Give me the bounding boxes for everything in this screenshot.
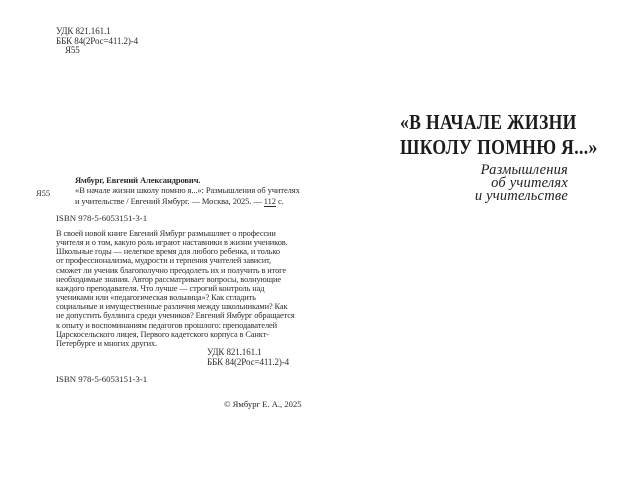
book-title	[400, 110, 635, 160]
udk-line: УДК 821.161.1	[207, 347, 262, 357]
annotation-line: к опыту и воспоминаниям педагогов прошлого: преподавателей	[56, 320, 277, 330]
annotation-line: Петербурге и многих других.	[56, 338, 158, 348]
book-subtitle	[475, 164, 568, 204]
isbn-top: ISBN 978-5-6053151-3-1	[56, 213, 148, 223]
subtitle-line-3: и учительстве	[474, 188, 568, 205]
udk-top-block	[56, 27, 138, 56]
annotation-line: сможет ли ученик благополучно преодолеть их и получить в итоге	[56, 265, 286, 275]
copyright-line: © Ямбург Е. А., 2025	[224, 399, 302, 409]
author-heading: Ямбург, Евгений Александрович.	[75, 175, 201, 185]
imprint-line-2-suffix: с.	[275, 195, 284, 206]
subtitle-line-1: Размышления	[480, 162, 568, 178]
annotation	[56, 229, 295, 348]
imprint-line-2-prefix: и учительстве / Евгений Ямбург. — Москва, 2025. —	[75, 195, 264, 206]
imprint-line-1: «В начале жизни школу помню я...»: Размышления об учителях	[75, 185, 300, 196]
annotation-line: В своей новой книге Евгений Ямбург размышляет о профессии	[56, 229, 276, 238]
annotation-line: Царскосельского лицея, Первого кадетского корпуса в Санкт-	[56, 329, 269, 339]
margin-author-sign: Я55	[36, 187, 51, 198]
isbn-bottom: ISBN 978-5-6053151-3-1	[56, 374, 148, 384]
title-line-1: «В НАЧАЛЕ ЖИЗНИ	[400, 110, 577, 134]
annotation-line: учениками или «педагогическая вольница»? Как сгладить	[56, 293, 256, 303]
author-sign-line: Я55	[65, 45, 80, 56]
annotation-line: учителя и о том, какую роль играют наставники в жизни учеников.	[56, 238, 288, 248]
annotation-line: от профессионализма, мудрости и терпения учителей зависит,	[56, 256, 271, 266]
title-line-2: ШКОЛУ ПОМНЮ Я...»	[400, 135, 598, 159]
bbk-line: ББК 84(2Рос=411.2)-4	[56, 35, 139, 46]
annotation-line: не допустить буллинга среди учеников? Евгений Ямбург обращается	[56, 311, 295, 321]
catalog-card	[75, 175, 300, 206]
page-count: 112	[263, 195, 276, 206]
bbk-line: ББК 84(2Рос=411.2)-4	[207, 356, 290, 367]
udk-bottom-block	[207, 348, 289, 368]
annotation-line: каждого преподавателя. Что лучше — строгий контроль над	[56, 283, 265, 293]
imprint-line-2	[75, 196, 300, 206]
annotation-line: необходимые знания. Автор рассматривает вопросы, волнующие	[56, 274, 281, 284]
udk-line: УДК 821.161.1	[56, 26, 111, 36]
annotation-line: социальные и имущественные различия между школьниками? Как	[56, 302, 288, 312]
subtitle-line-2: об учителях	[491, 175, 568, 192]
annotation-line: Школьные годы — нелегкое время для любого ребенка, и только	[56, 247, 280, 257]
